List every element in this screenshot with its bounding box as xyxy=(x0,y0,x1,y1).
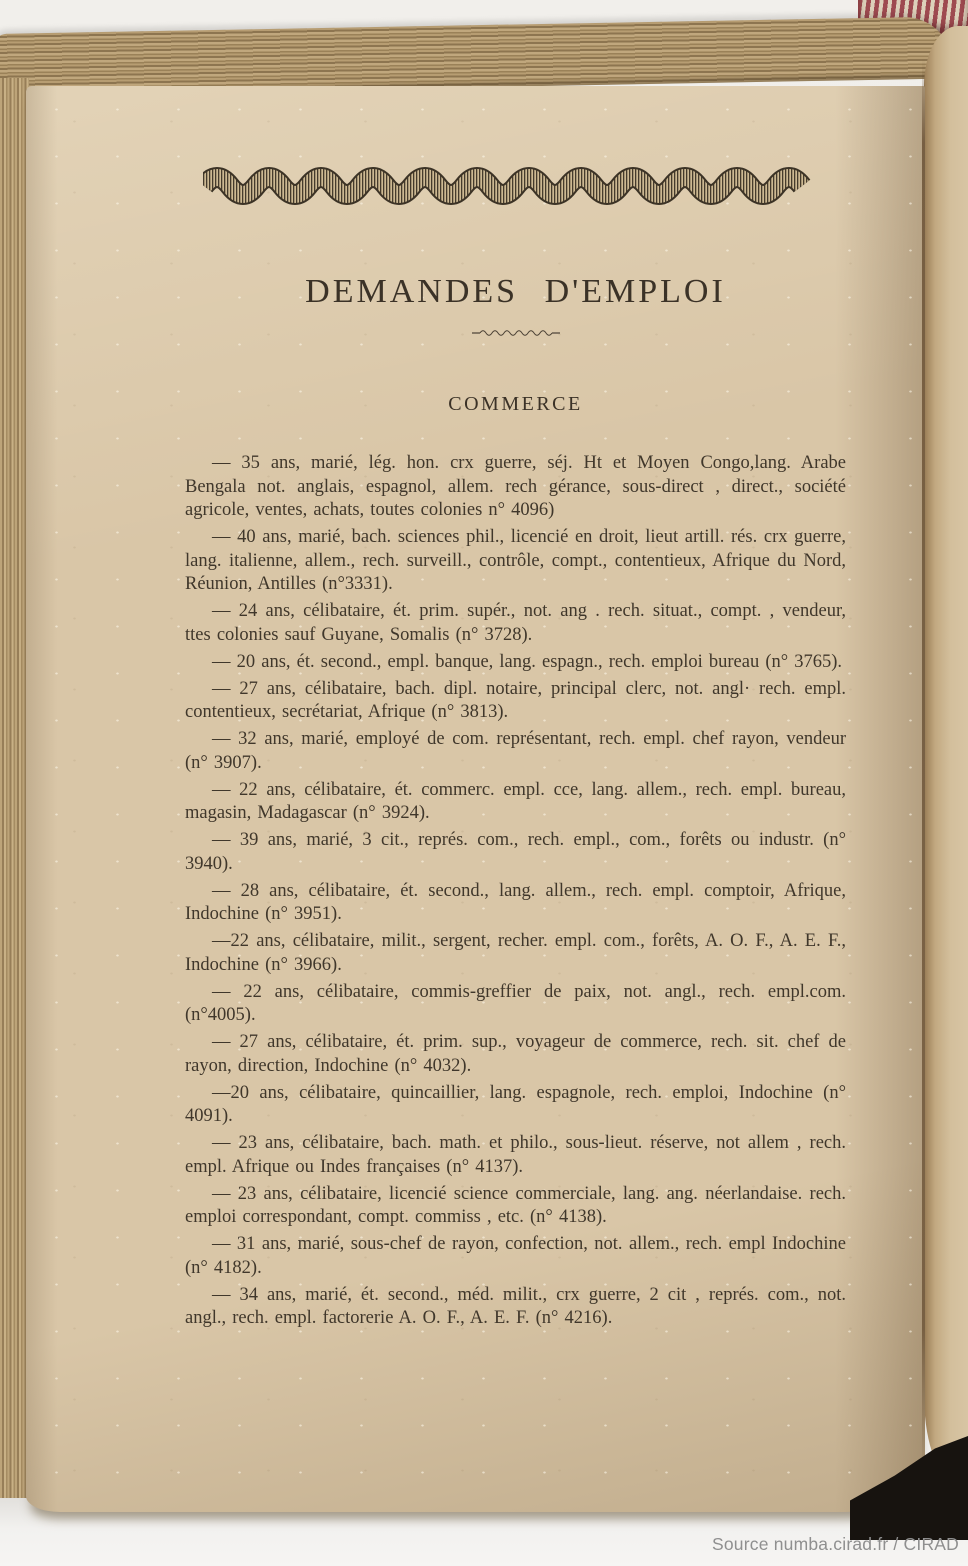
section-heading: COMMERCE xyxy=(448,393,583,415)
page-title: DEMANDES D'EMPLOI xyxy=(305,273,726,310)
classified-entries-list xyxy=(185,452,846,1331)
wavy-ribbon-ornament-icon xyxy=(203,164,828,208)
book-page xyxy=(26,86,925,1512)
classified-entry: — 27 ans, célibataire, ét. prim. sup., voyageur de commerce, rech. sit. chef de rayon, direction, Indochine (n° 4032). xyxy=(185,1032,846,1076)
facing-page-sliver xyxy=(924,26,968,1474)
book-gutter xyxy=(922,58,925,1470)
source-attribution: Source numba.cirad.fr / CIRAD xyxy=(712,1534,959,1554)
classified-entry: — 27 ans, célibataire, bach. dipl. notaire, principal clerc, not. angl· rech. empl. contentieux, secrétariat, Afrique (n° 3813). xyxy=(185,678,846,722)
classified-entry: — 20 ans, ét. second., empl. banque, lang. espagn., rech. emploi bureau (n° 3765). xyxy=(212,651,843,672)
classified-entry: — 31 ans, marié, sous-chef de rayon, confection, not. allem., rech. empl Indochine (n° 4182). xyxy=(185,1234,846,1278)
classified-entry: — 22 ans, célibataire, commis-greffier de paix, not. angl., rech. empl.com. (n°4005). xyxy=(185,981,846,1025)
classified-entry: — 22 ans, célibataire, ét. commerc. empl. cce, lang. allem., rech. empl. bureau, magasin, Madagascar (n° 3924). xyxy=(185,779,846,823)
wavy-rule-icon xyxy=(470,327,562,339)
classified-entry: —20 ans, célibataire, quincaillier, lang. espagnole, rech. emploi, Indochine (n° 4091). xyxy=(185,1082,846,1126)
classified-entry: — 32 ans, marié, employé de com. représentant, rech. empl. chef rayon, vendeur (n° 3907). xyxy=(185,729,846,773)
classified-entry: — 34 ans, marié, ét. second., méd. milit., crx guerre, 2 cit , représ. com., not. angl., rech. empl. factorerie A. O. F., A. E. F. (n° 4216). xyxy=(185,1284,846,1328)
classified-entry: — 24 ans, célibataire, ét. prim. supér., not. ang . rech. situat., compt. , vendeur, ttes colonies sauf Guyane, Somalis (n° 3728). xyxy=(185,601,846,645)
classified-entry: — 40 ans, marié, bach. sciences phil., licencié en droit, lieut artill. rés. crx guerre, lang. italienne, allem., rech. surveill., contrôle, compt., contentieux, Afrique du Nord, Réunion, Antilles (n°3331). xyxy=(185,527,846,594)
classified-entry: — 28 ans, célibataire, ét. second., lang. allem., rech. empl. comptoir, Afrique, Indochine (n° 3951). xyxy=(185,880,846,924)
classified-entry: — 23 ans, célibataire, licencié science commerciale, lang. ang. néerlandaise. rech. emploi correspondant, compt. commiss , etc. (n° 4138). xyxy=(185,1183,846,1227)
book-left-page-edges xyxy=(0,78,29,1516)
classified-entry: — 35 ans, marié, lég. hon. crx guerre, séj. Ht et Moyen Congo,lang. Arabe Bengala not. anglais, espagnol, allem. rech gérance, sous-direct , direct., société agricole, ventes, achats, toutes colonies n° 4096) xyxy=(185,453,846,520)
classified-entry: — 23 ans, célibataire, bach. math. et philo., sous-lieut. réserve, not allem , rech. empl. Afrique ou Indes françaises (n° 4137). xyxy=(185,1133,846,1177)
classified-entry: — 39 ans, marié, 3 cit., représ. com., rech. empl., com., forêts ou industr. (n° 3940). xyxy=(185,830,846,874)
book-top-page-edges xyxy=(0,16,952,96)
page-content xyxy=(185,86,846,1334)
classified-entry: —22 ans, célibataire, milit., sergent, recher. empl. com., forêts, A. O. F., A. E. F., Indochine (n° 3966). xyxy=(185,931,846,975)
